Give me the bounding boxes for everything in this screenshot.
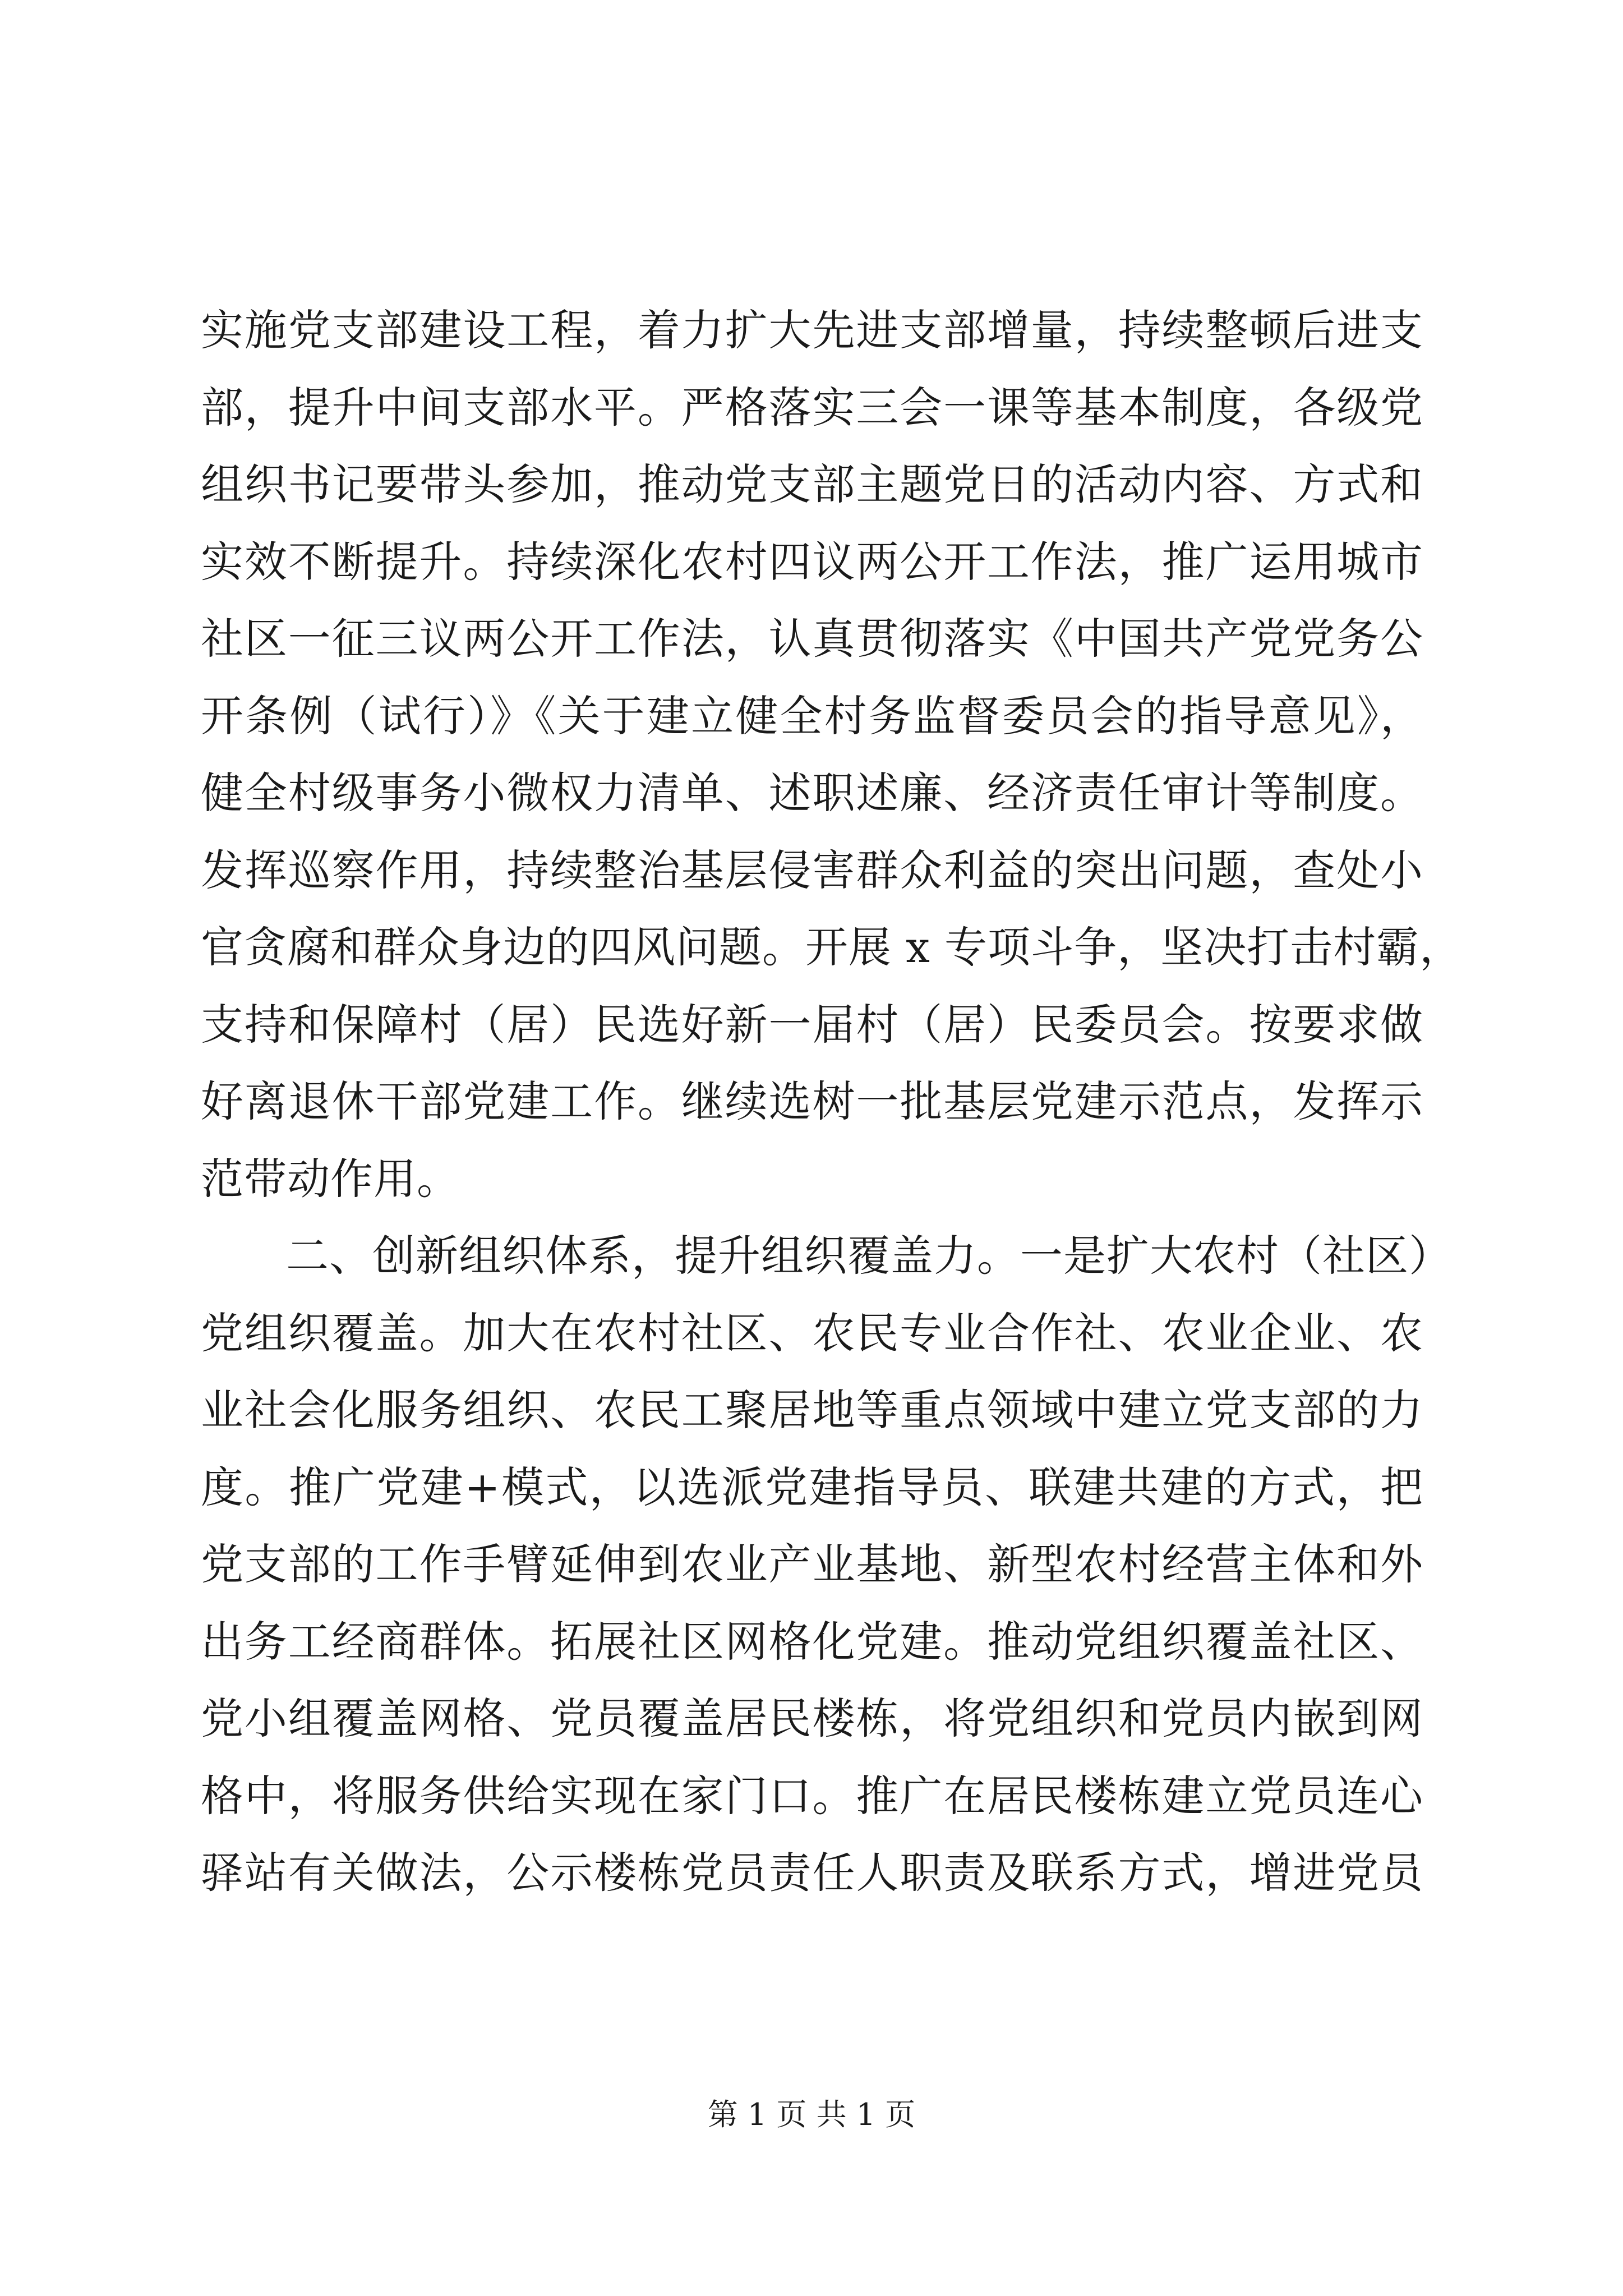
- text-line: 官贪腐和群众身边的四风问题。开展 x 专项斗争，坚决打击村霸，: [201, 922, 1463, 972]
- text-line: 范带动作用。: [201, 1153, 460, 1204]
- text-line: 开条例（试行）》《关于建立健全村务监督委员会的指导意见》，: [201, 691, 1423, 741]
- text-line: 党支部的工作手臂延伸到农业产业基地、新型农村经营主体和外: [201, 1539, 1423, 1589]
- page-number-footer: 第 1 页 共 1 页: [707, 2097, 916, 2132]
- text-line: 健全村级事务小微权力清单、述职述廉、经济责任审计等制度。: [201, 768, 1423, 818]
- text-line: 发挥巡察作用，持续整治基层侵害群众利益的突出问题，查处小: [201, 845, 1423, 895]
- text-line: 好离退休干部党建工作。继续选树一批基层党建示范点，发挥示: [201, 1076, 1423, 1126]
- text-line: 度。推广党建+模式，以选派党建指导员、联建共建的方式，把: [201, 1462, 1423, 1512]
- text-line: 组织书记要带头参加，推动党支部主题党日的活动内容、方式和: [201, 459, 1423, 509]
- text-line: 业社会化服务组织、农民工聚居地等重点领域中建立党支部的力: [201, 1385, 1423, 1435]
- text-line: 出务工经商群体。拓展社区网格化党建。推动党组织覆盖社区、: [201, 1616, 1423, 1667]
- text-line: 格中，将服务供给实现在家门口。推广在居民楼栋建立党员连心: [201, 1770, 1423, 1821]
- text-line: 部，提升中间支部水平。严格落实三会一课等基本制度，各级党: [201, 382, 1423, 432]
- text-line: 党组织覆盖。加大在农村社区、农民专业合作社、农业企业、农: [201, 1308, 1423, 1358]
- text-line: 党小组覆盖网格、党员覆盖居民楼栋，将党组织和党员内嵌到网: [201, 1694, 1423, 1743]
- text-line: 实效不断提升。持续深化农村四议两公开工作法，推广运用城市: [201, 536, 1423, 587]
- text-line: 实施党支部建设工程，着力扩大先进支部增量，持续整顿后进支: [201, 305, 1423, 355]
- text-line: 社区一征三议两公开工作法，认真贯彻落实《中国共产党党务公: [201, 614, 1423, 664]
- text-line: 驿站有关做法，公示楼栋党员责任人职责及联系方式，增进党员: [201, 1848, 1423, 1898]
- text-line: 支持和保障村（居）民选好新一届村（居）民委员会。按要求做: [201, 999, 1423, 1050]
- text-line: 二、创新组织体系，提升组织覆盖力。一是扩大农村（社区）: [286, 1231, 1452, 1281]
- body-text: [201, 292, 1463, 1912]
